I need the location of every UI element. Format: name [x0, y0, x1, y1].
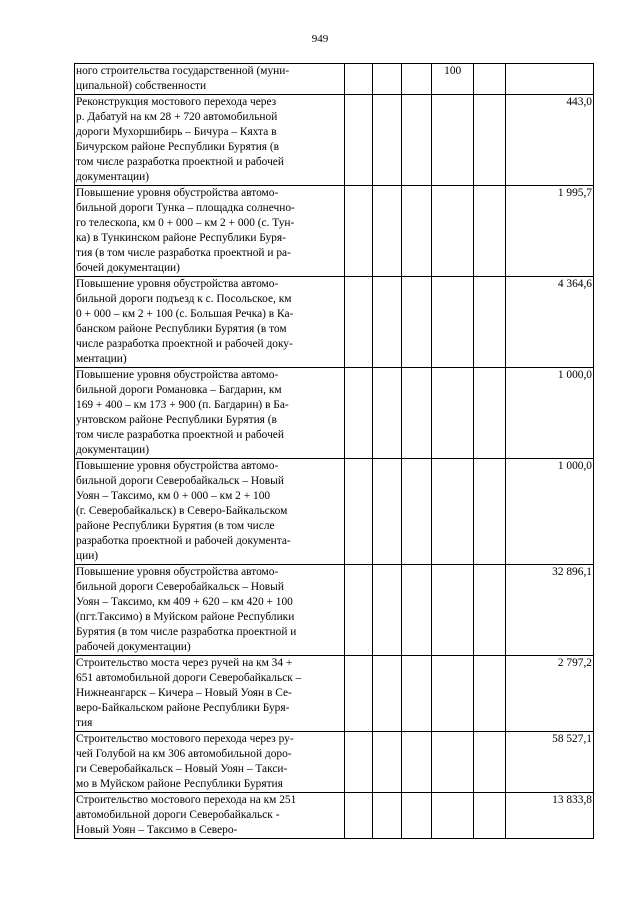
item-name-line: Повышение уровня обустройства автомо- — [76, 566, 279, 578]
code-column-f-cell — [474, 186, 506, 277]
item-name-line: ка) в Тункинском районе Республики Буря- — [76, 232, 286, 244]
item-name-cell — [75, 277, 345, 368]
code-column-f-cell — [474, 368, 506, 459]
code-column-c-cell — [372, 656, 401, 732]
item-name-line: 0 + 000 – км 2 + 100 (с. Большая Речка) в Ка- — [76, 308, 294, 320]
expense-type-code-cell: 100 — [432, 64, 474, 95]
code-column-f-cell — [474, 656, 506, 732]
item-name-cell — [75, 64, 345, 95]
amount-value: 2 797,2 — [557, 657, 592, 669]
code-column-d-cell — [401, 459, 432, 565]
code-column-c-cell — [372, 95, 401, 186]
item-name-line: Повышение уровня обустройства автомо- — [76, 187, 279, 199]
table-row — [75, 656, 594, 732]
code-column-f-cell — [474, 565, 506, 656]
amount-value: 1 995,7 — [557, 187, 592, 199]
item-name-line: документации) — [76, 171, 150, 183]
item-name-line: районе Республики Бурятия (в том числе — [76, 520, 275, 532]
item-name-line: мо в Муйском районе Республики Бурятия — [76, 778, 283, 790]
code-column-f-cell — [474, 793, 506, 839]
item-name-line: р. Дабатуй на км 28 + 720 автомобильной — [76, 111, 278, 123]
item-name-line: дороги Мухоршибирь – Бичура – Кяхта в — [76, 126, 277, 138]
code-column-c-cell — [372, 793, 401, 839]
table-row — [75, 64, 594, 95]
item-name-cell — [75, 95, 345, 186]
item-name-line: ги Северобайкальск – Новый Уоян – Такси- — [76, 763, 288, 775]
table-row — [75, 277, 594, 368]
item-name-cell — [75, 565, 345, 656]
budget-table-body — [75, 64, 594, 839]
code-column-b-cell — [345, 64, 373, 95]
item-name-line: ципальной) собственности — [76, 80, 207, 92]
code-column-b-cell — [345, 459, 373, 565]
expense-type-code-cell — [432, 459, 474, 565]
code-column-c-cell — [372, 368, 401, 459]
code-column-d-cell — [401, 656, 432, 732]
code-column-c-cell — [372, 277, 401, 368]
code-column-c-cell — [372, 565, 401, 656]
item-name-line: Повышение уровня обустройства автомо- — [76, 369, 279, 381]
table-row — [75, 459, 594, 565]
table-row — [75, 368, 594, 459]
amount-cell — [505, 95, 593, 186]
code-column-c-cell — [372, 459, 401, 565]
amount-value: 58 527,1 — [552, 733, 592, 745]
expense-type-code-cell — [432, 656, 474, 732]
amount-value: 13 833,8 — [552, 794, 592, 806]
code-column-b-cell — [345, 732, 373, 793]
expense-type-code-cell — [432, 565, 474, 656]
item-name-line: Бичурском районе Республики Бурятия (в — [76, 141, 280, 153]
item-name-line: Уоян – Таксимо, км 0 + 000 – км 2 + 100 — [76, 490, 271, 502]
page-number: 949 — [311, 33, 329, 45]
item-name-line: Уоян – Таксимо, км 409 + 620 – км 420 + 100 — [76, 596, 293, 608]
item-name-line: том числе разработка проектной и рабочей — [76, 156, 284, 168]
item-name-cell — [75, 368, 345, 459]
code-column-f-cell — [474, 64, 506, 95]
item-name-cell — [75, 732, 345, 793]
item-name-line: тия — [76, 717, 93, 729]
code-column-f-cell — [474, 459, 506, 565]
item-name-cell — [75, 459, 345, 565]
item-name-line: Строительство мостового перехода через ру- — [76, 733, 294, 745]
code-column-b-cell — [345, 368, 373, 459]
item-name-line: (пгт.Таксимо) в Муйском районе Республики — [76, 611, 295, 623]
expense-type-code-cell — [432, 186, 474, 277]
table-row — [75, 186, 594, 277]
expense-type-code-cell — [432, 368, 474, 459]
item-name-line: Нижнеангарск – Кичера – Новый Уоян в Се- — [76, 687, 292, 699]
amount-cell — [505, 793, 593, 839]
item-name-line: ментации) — [76, 353, 127, 365]
item-name-line: Бурятия (в том числе разработка проектной и — [76, 626, 297, 638]
item-name-line: ции) — [76, 550, 99, 562]
code-column-b-cell — [345, 277, 373, 368]
item-name-line: ного строительства государственной (муни- — [76, 65, 290, 77]
item-name-cell — [75, 793, 345, 839]
item-name-line: унтовском районе Республики Бурятия (в — [76, 414, 277, 426]
item-name-line: Повышение уровня обустройства автомо- — [76, 460, 279, 472]
item-name-line: бочей документации) — [76, 262, 180, 274]
expense-type-code-cell — [432, 95, 474, 186]
code-column-d-cell — [401, 64, 432, 95]
amount-value: 443,0 — [566, 96, 592, 108]
amount-cell — [505, 277, 593, 368]
table-row — [75, 565, 594, 656]
budget-table — [74, 63, 594, 839]
code-column-c-cell — [372, 186, 401, 277]
table-row — [75, 95, 594, 186]
amount-value: 32 896,1 — [552, 566, 592, 578]
item-name-line: (г. Северобайкальск) в Северо-Байкальском — [76, 505, 288, 517]
code-column-b-cell — [345, 656, 373, 732]
item-name-line: Повышение уровня обустройства автомо- — [76, 278, 279, 290]
item-name-line: 651 автомобильной дороги Северобайкальск – — [76, 672, 302, 684]
amount-cell — [505, 732, 593, 793]
code-column-d-cell — [401, 793, 432, 839]
amount-cell — [505, 186, 593, 277]
item-name-line: 169 + 400 – км 173 + 900 (п. Багдарин) в Ба- — [76, 399, 289, 411]
expense-type-code-cell — [432, 732, 474, 793]
item-name-line: бильной дороги Северобайкальск – Новый — [76, 475, 284, 487]
amount-value: 1 000,0 — [557, 460, 592, 472]
item-name-line: Строительство мостового перехода на км 251 — [76, 794, 297, 806]
item-name-line: числе разработка проектной и рабочей доку- — [76, 338, 293, 350]
item-name-line: тия (в том числе разработка проектной и ра- — [76, 247, 291, 259]
code-column-b-cell — [345, 565, 373, 656]
table-row — [75, 793, 594, 839]
item-name-line: бильной дороги подъезд к с. Посольское, км — [76, 293, 292, 305]
item-name-line: том числе разработка проектной и рабочей — [76, 429, 284, 441]
item-name-line: Реконструкция мостового перехода через — [76, 96, 277, 108]
item-name-line: бильной дороги Тунка – площадка солнечно- — [76, 202, 295, 214]
code-column-b-cell — [345, 793, 373, 839]
code-column-c-cell — [372, 64, 401, 95]
item-name-line: Новый Уоян – Таксимо в Северо- — [76, 824, 238, 836]
item-name-cell — [75, 656, 345, 732]
amount-cell — [505, 565, 593, 656]
code-column-b-cell — [345, 95, 373, 186]
expense-type-code-cell — [432, 793, 474, 839]
item-name-line: чей Голубой на км 306 автомобильной доро- — [76, 748, 292, 760]
amount-cell — [505, 368, 593, 459]
expense-type-code-cell — [432, 277, 474, 368]
item-name-line: бильной дороги Северобайкальск – Новый — [76, 581, 284, 593]
code-column-d-cell — [401, 95, 432, 186]
code-column-d-cell — [401, 277, 432, 368]
item-name-line: документации) — [76, 444, 150, 456]
amount-cell — [505, 64, 593, 95]
code-column-d-cell — [401, 732, 432, 793]
item-name-line: Строительство моста через ручей на км 34 + — [76, 657, 293, 669]
item-name-line: бильной дороги Романовка – Багдарин, км — [76, 384, 282, 396]
code-column-b-cell — [345, 186, 373, 277]
code-column-c-cell — [372, 732, 401, 793]
amount-value: 4 364,6 — [557, 278, 592, 290]
amount-cell — [505, 656, 593, 732]
amount-value: 1 000,0 — [557, 369, 592, 381]
code-column-d-cell — [401, 565, 432, 656]
amount-cell — [505, 459, 593, 565]
item-name-line: го телескопа, км 0 + 000 – км 2 + 000 (с. Тун- — [76, 217, 295, 229]
code-column-d-cell — [401, 368, 432, 459]
code-column-f-cell — [474, 277, 506, 368]
item-name-line: разработка проектной и рабочей документа- — [76, 535, 291, 547]
code-column-d-cell — [401, 186, 432, 277]
item-name-line: банском районе Республики Бурятия (в том — [76, 323, 287, 335]
item-name-line: веро-Байкальском районе Республики Буря- — [76, 702, 290, 714]
item-name-cell — [75, 186, 345, 277]
item-name-line: рабочей документации) — [76, 641, 191, 653]
table-row — [75, 732, 594, 793]
code-column-f-cell — [474, 732, 506, 793]
code-column-f-cell — [474, 95, 506, 186]
item-name-line: автомобильной дороги Северобайкальск - — [76, 809, 280, 821]
